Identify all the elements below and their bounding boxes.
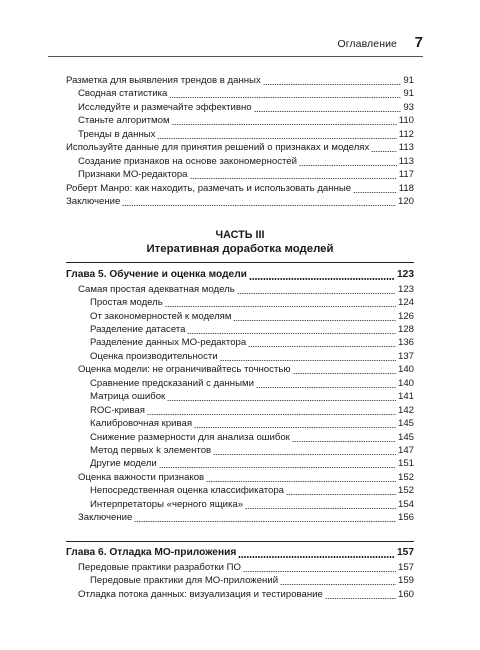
toc-entry-page: 126 xyxy=(397,310,414,322)
toc-entry-page: 140 xyxy=(397,377,414,389)
toc-leader-dots xyxy=(147,414,396,415)
toc-leader-dots xyxy=(190,178,397,179)
toc-entry-page: 128 xyxy=(397,323,414,335)
chapter5-rule xyxy=(66,262,414,263)
toc-leader-dots xyxy=(263,84,402,85)
toc-entry-page: 157 xyxy=(397,547,414,558)
toc-entry xyxy=(66,74,414,88)
toc-leader-dots xyxy=(238,556,395,558)
toc-entry-page: 93 xyxy=(403,101,414,113)
toc-leader-dots xyxy=(122,205,396,206)
toc-entry xyxy=(66,195,414,209)
running-header xyxy=(48,34,423,57)
toc-leader-dots xyxy=(292,441,396,442)
toc-entry-page: 120 xyxy=(397,196,414,208)
toc-entry-page: 154 xyxy=(397,498,414,510)
toc-leader-dots xyxy=(187,333,396,334)
toc-entry-page: 113 xyxy=(398,142,414,154)
toc-entry-title: Сводная статистика xyxy=(78,88,168,100)
toc-entry xyxy=(66,168,414,182)
toc-entry-title: От закономерностей к моделям xyxy=(90,310,232,322)
toc-entry-title: Оценка важности признаков xyxy=(78,471,205,483)
toc-entry-page: 159 xyxy=(397,575,414,587)
toc-entry xyxy=(66,377,414,391)
toc-entry-title: Матрица ошибок xyxy=(90,391,166,403)
toc-entry-page: 152 xyxy=(397,485,414,497)
toc-entry-title: Интерпретаторы «черного ящика» xyxy=(90,498,244,510)
toc-entry-page: 147 xyxy=(397,445,414,456)
toc-leader-dots xyxy=(220,360,396,361)
toc-entry xyxy=(66,155,414,169)
toc-leader-dots xyxy=(213,454,396,455)
toc-leader-dots xyxy=(157,138,396,139)
toc-entry-page: 156 xyxy=(397,512,414,524)
toc-entry-page: 145 xyxy=(397,418,414,430)
toc-leader-dots xyxy=(243,571,396,572)
toc-leader-dots xyxy=(256,387,396,388)
toc-entry xyxy=(66,588,414,602)
toc-leader-dots xyxy=(353,192,397,193)
toc-entry-title: Разметка для выявления трендов в данных xyxy=(66,75,261,86)
toc-leader-dots xyxy=(371,151,396,152)
toc-entry-title: Создание признаков на основе закономерностей xyxy=(78,155,298,167)
header-page-number: 7 xyxy=(414,34,423,51)
toc-entry-title: Сравнение предсказаний с данными xyxy=(90,377,254,389)
toc-entry-title: Заключение xyxy=(66,196,121,208)
toc-entry xyxy=(66,323,414,337)
toc-leader-dots xyxy=(249,278,395,280)
toc-entry-page: 142 xyxy=(397,404,414,416)
toc-entry-title: Снижение размерности для анализа ошибок xyxy=(90,431,290,443)
toc-entry-page: 141 xyxy=(397,391,414,403)
toc-entry-title: Отладка потока данных: визуализация и тестирование xyxy=(78,588,323,600)
toc-entry-title: Роберт Манро: как находить, размечать и использовать данные xyxy=(66,182,352,194)
toc-entry xyxy=(66,114,414,128)
toc-entry-title: Исследуйте и размечайте эффективно xyxy=(78,101,252,113)
toc-entry-page: 91 xyxy=(403,75,414,86)
toc-entry-title: Оценка модели: не ограничивайтесь точностью xyxy=(78,364,291,376)
toc-entry xyxy=(66,87,414,101)
toc-entry-page: 91 xyxy=(403,88,414,100)
toc-entry xyxy=(66,431,414,445)
toc-leader-dots xyxy=(169,97,401,98)
toc-entry xyxy=(66,457,414,471)
toc-entry xyxy=(66,404,414,418)
toc-chapter-entry xyxy=(66,268,414,282)
toc-entry xyxy=(66,561,414,575)
toc-entry-title: Признаки МО-редактора xyxy=(78,169,188,181)
toc-entry-title: Самая простая адекватная модель xyxy=(78,283,235,295)
toc-leader-dots xyxy=(245,508,396,509)
toc-entry-page: 124 xyxy=(397,297,414,309)
toc-entry xyxy=(66,498,414,512)
toc-entry xyxy=(66,128,414,142)
toc-entry xyxy=(66,182,414,196)
toc-entry-title: Глава 5. Обучение и оценка модели xyxy=(66,269,247,280)
toc-entry-page: 145 xyxy=(397,431,414,443)
toc-entry-title: ROC-кривая xyxy=(90,404,145,416)
toc-entry-title: Разделение данных МО-редактора xyxy=(90,337,247,349)
toc-entry xyxy=(66,444,414,458)
part-number: ЧАСТЬ III xyxy=(215,229,265,241)
toc-entry-title: Простая модель xyxy=(90,297,163,309)
toc-entry-page: 112 xyxy=(398,128,414,140)
toc-entry xyxy=(66,390,414,404)
toc-leader-dots xyxy=(280,584,396,585)
toc-entry-page: 157 xyxy=(397,561,414,573)
part-title: Итеративная доработка моделей xyxy=(146,243,334,255)
toc-chapter-entry xyxy=(66,546,414,560)
toc-entry xyxy=(66,350,414,364)
toc-leader-dots xyxy=(286,494,396,495)
toc-entry xyxy=(66,484,414,498)
toc-leader-dots xyxy=(254,111,402,112)
toc-entry-page: 152 xyxy=(397,471,414,483)
toc-entry-title: Глава 6. Отладка МО-приложения xyxy=(66,547,237,558)
toc-leader-dots xyxy=(248,346,396,347)
toc-entry-page: 117 xyxy=(398,169,414,181)
toc-entry-title: Другие модели xyxy=(90,458,157,470)
toc-entry-page: 110 xyxy=(398,115,414,127)
toc-entry-page: 160 xyxy=(397,588,414,600)
toc-entry xyxy=(66,511,414,525)
chapter6-rule xyxy=(66,541,414,542)
toc-entry xyxy=(66,363,414,377)
toc-leader-dots xyxy=(233,320,396,321)
toc-entry-title: Разделение датасета xyxy=(90,323,186,335)
toc-entry-page: 113 xyxy=(398,155,414,167)
toc-entry xyxy=(66,336,414,350)
toc-entry-title: Метод первых k элементов xyxy=(90,445,212,456)
toc-entry xyxy=(66,141,414,155)
toc-leader-dots xyxy=(299,165,397,166)
toc-entry-title: Тренды в данных xyxy=(78,128,156,140)
toc-entry-page: 118 xyxy=(398,182,414,194)
toc-entry xyxy=(66,296,414,310)
toc-entry xyxy=(66,101,414,115)
toc-leader-dots xyxy=(194,427,396,428)
toc-leader-dots xyxy=(167,400,396,401)
toc-entry-page: 140 xyxy=(397,364,414,376)
toc-entry xyxy=(66,471,414,485)
toc-entry-title: Используйте данные для принятия решений о признаках и моделях xyxy=(66,142,370,154)
toc-leader-dots xyxy=(293,373,396,374)
toc-entry-title: Передовые практики для МО-приложений xyxy=(90,575,279,587)
header-section-title: Оглавление xyxy=(337,38,397,50)
toc-leader-dots xyxy=(237,293,396,294)
toc-entry xyxy=(66,574,414,588)
toc-leader-dots xyxy=(165,306,396,307)
toc-entry-page: 136 xyxy=(397,337,414,349)
toc-entry xyxy=(66,310,414,324)
toc-entry xyxy=(66,283,414,297)
toc-entry-title: Непосредственная оценка классификатора xyxy=(90,485,284,497)
toc-entry-title: Станьте алгоритмом xyxy=(78,115,170,127)
toc-entry-title: Заключение xyxy=(78,512,133,524)
toc-leader-dots xyxy=(206,481,396,482)
toc-entry-page: 123 xyxy=(397,269,414,280)
toc-entry-page: 151 xyxy=(397,458,414,470)
toc-leader-dots xyxy=(159,467,396,468)
toc-entry-title: Оценка производительности xyxy=(90,350,218,362)
toc-leader-dots xyxy=(134,521,396,522)
toc-entry-title: Передовые практики разработки ПО xyxy=(78,561,241,573)
toc-entry-page: 137 xyxy=(397,350,414,362)
toc-entry-page: 123 xyxy=(397,283,414,295)
toc-entry xyxy=(66,417,414,431)
toc-leader-dots xyxy=(172,124,397,125)
toc-leader-dots xyxy=(325,598,396,599)
toc-entry-title: Калибровочная кривая xyxy=(90,418,193,430)
